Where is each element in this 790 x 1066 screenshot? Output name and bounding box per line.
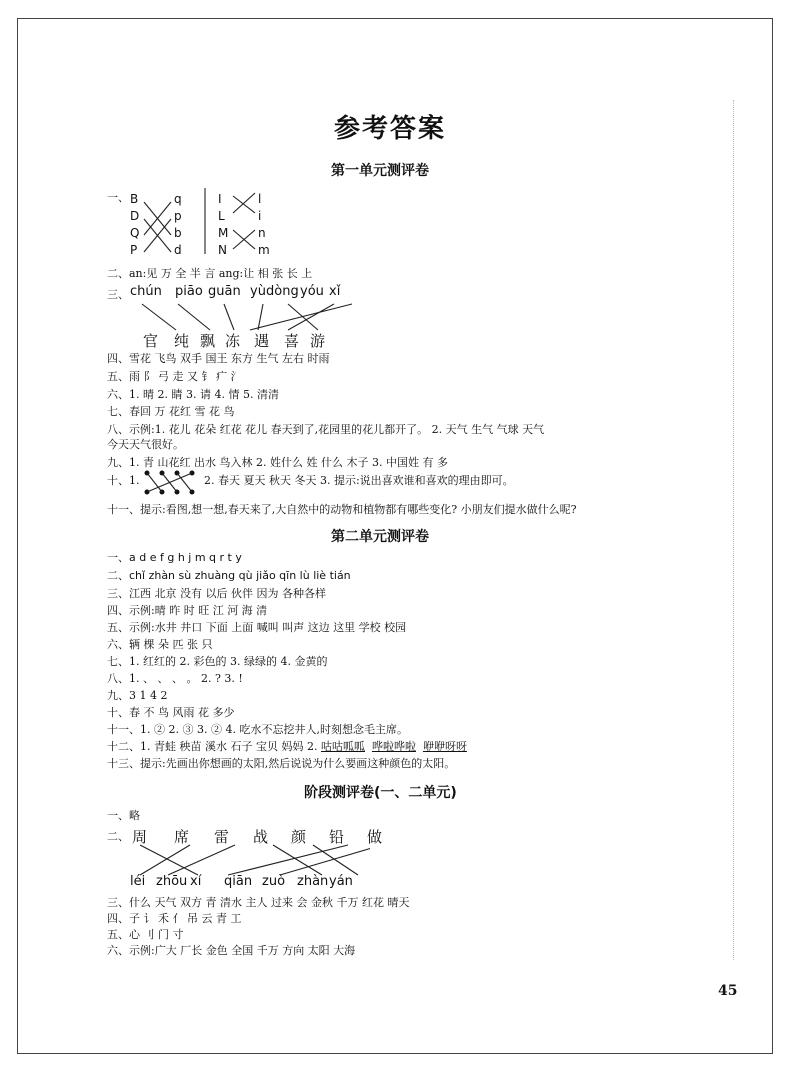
match-line	[288, 304, 334, 330]
pinyin-syllable: yù	[250, 284, 266, 299]
hanzi-char: 颜	[291, 828, 307, 846]
unit2-heading: 第二单元测评卷	[331, 529, 429, 545]
pinyin-syllable: xǐ	[329, 284, 341, 299]
pinyin-syllable: dòng	[266, 284, 299, 299]
unit2-q12-onomatopoeia: 哗啦哗啦	[371, 740, 416, 753]
pinyin-syllable: yóu	[300, 284, 324, 299]
match-line	[250, 304, 352, 330]
pinyin-syllable: xí	[190, 874, 202, 889]
match-line	[258, 304, 263, 330]
unit2-q5: 五、示例:水井 井口 下面 上面 喊叫 叫声 这边 这里 学校 校园	[107, 621, 407, 634]
match-line	[224, 304, 234, 330]
unit2-q2: 二、chǐ zhàn sù zhuàng qù jiǎo qīn lù liè tián	[107, 569, 351, 582]
match-line	[280, 845, 370, 875]
unit1-q6: 六、1. 晴 2. 睛 3. 请 4. 情 5. 清清	[107, 388, 279, 401]
unit1-q9: 九、1. 青 山花红 出水 鸟入林 2. 姓什么 姓 什么 木子 3. 中国姓 有 多	[107, 456, 448, 469]
hanzi-char: 飘	[200, 332, 216, 350]
match-letter: n	[258, 226, 266, 240]
unit1-q8b: 今天天气很好。	[107, 438, 184, 451]
pinyin-syllable: chún	[130, 284, 162, 299]
unit1-q10-label: 十、1.	[107, 474, 140, 487]
hanzi-char: 铅	[329, 828, 345, 846]
match-letter: b	[174, 226, 182, 240]
stage-heading: 阶段测评卷(一、二单元)	[304, 785, 457, 801]
unit2-q3: 三、江西 北京 没有 以后 伙伴 因为 各种各样	[107, 587, 326, 600]
unit1-q5: 五、雨 阝 弓 走 又 钅 疒 氵	[107, 370, 242, 383]
unit1-heading: 第一单元测评卷	[331, 163, 429, 179]
stage-q5: 五、心 刂 门 寸	[107, 928, 184, 941]
pinyin-syllable: léi	[130, 874, 146, 889]
match-letter: P	[130, 243, 138, 257]
unit1-q10-rest: 2. 春天 夏天 秋天 冬天 3. 提示:说出喜欢谁和喜欢的理由即可。	[204, 474, 514, 487]
stage-q3: 三、什么 天气 双方 青 清水 主人 过来 会 金秋 千万 红花 晴天	[107, 896, 410, 909]
unit2-q12-pre: 十二、1. 青蛙 秧苗 溪水 石子 宝贝 妈妈 2.	[107, 740, 318, 753]
match-line	[273, 845, 322, 875]
hanzi-char: 遇	[254, 332, 270, 350]
match-letter: m	[258, 243, 270, 257]
hanzi-char: 喜	[284, 332, 300, 350]
hanzi-char: 周	[132, 828, 148, 846]
hanzi-char: 冻	[225, 332, 241, 350]
unit1-q7: 七、春回 万 花红 雪 花 鸟	[107, 405, 235, 418]
unit2-q9: 九、3 1 4 2	[107, 689, 168, 702]
unit1-q11: 十一、提示:看图,想一想,春天来了,大自然中的动物和植物都有哪些变化? 小朋友们提水做什么呢?	[107, 503, 577, 516]
match-letter: i	[258, 209, 262, 223]
unit1-q2: 二、an:见 万 全 半 言 ang:让 相 张 长 上	[107, 267, 313, 280]
unit2-q1: 一、a d e f g h j m q r t y	[107, 551, 242, 564]
hanzi-char: 纯	[174, 332, 190, 350]
unit2-q10: 十、春 不 鸟 风雨 花 多少	[107, 706, 235, 719]
unit2-q7: 七、1. 红红的 2. 彩色的 3. 绿绿的 4. 金黄的	[107, 655, 328, 668]
match-letter: N	[218, 243, 227, 257]
hanzi-char: 游	[310, 332, 326, 350]
match-letter: l	[258, 192, 262, 206]
hanzi-char: 席	[174, 828, 190, 846]
unit2-q4: 四、示例:晴 昨 时 旺 江 河 海 清	[107, 604, 268, 617]
unit1-q1-lines	[100, 188, 280, 258]
match-line	[140, 845, 198, 875]
unit2-q11: 十一、1. ② 2. ③ 3. ② 4. 吃水不忘挖井人,时刻想念毛主席。	[107, 723, 408, 736]
pinyin-syllable: guān	[208, 284, 241, 299]
match-letter: I	[218, 192, 222, 206]
unit1-q3-label: 三、	[107, 288, 129, 301]
unit2-q12-onomatopoeia: 咿咿呀呀	[422, 740, 467, 753]
pinyin-syllable: zhàn	[297, 874, 329, 889]
match-letter: M	[218, 226, 229, 240]
stage-q4: 四、子 讠 禾 亻 吊 云 青 工	[107, 912, 242, 925]
page-number: 45	[718, 983, 738, 999]
unit2-q12	[107, 739, 467, 755]
match-line	[168, 845, 235, 875]
match-letter: B	[130, 192, 139, 206]
unit2-q12-onomatopoeia: 咕咕呱呱	[320, 740, 365, 753]
unit1-q8a: 八、示例:1. 花儿 花朵 红花 花儿 春天到了,花园里的花儿都开了。 2. 天气 生气 气球 天气	[107, 423, 545, 436]
match-letter: L	[218, 209, 225, 223]
unit1-q1-label: 一、	[107, 191, 129, 204]
match-line	[140, 845, 190, 875]
hanzi-char: 雷	[214, 828, 230, 846]
match-letter: d	[174, 243, 182, 257]
pinyin-syllable: zuò	[262, 874, 286, 889]
stage-q2-lines	[130, 843, 370, 877]
page-title: 参考答案	[334, 114, 447, 144]
pinyin-syllable: yán	[329, 874, 353, 889]
pinyin-syllable: qiān	[224, 874, 253, 889]
match-letter: q	[174, 192, 182, 206]
pinyin-syllable: zhōu	[156, 874, 188, 889]
stage-q1: 一、略	[107, 809, 140, 822]
match-line	[142, 304, 176, 330]
hanzi-char: 战	[253, 828, 269, 846]
unit1-q10-dots	[142, 468, 202, 498]
hanzi-char: 做	[367, 828, 383, 846]
unit2-q8: 八、1. 、 、 、 。 2. ? 3. !	[107, 672, 243, 685]
stage-q2-label: 二、	[107, 830, 129, 843]
fold-line	[733, 100, 734, 960]
match-letter: p	[174, 209, 182, 223]
match-letter: D	[130, 209, 140, 223]
match-letter: Q	[130, 226, 140, 240]
unit2-q6: 六、辆 棵 朵 匹 张 只	[107, 638, 213, 651]
pinyin-syllable: piāo	[175, 284, 203, 299]
match-line	[313, 845, 358, 875]
unit1-q3-lines	[120, 302, 360, 332]
match-line	[147, 473, 192, 492]
match-line	[178, 304, 210, 330]
stage-q6: 六、示例:广大 厂长 金色 全国 千万 方向 太阳 大海	[107, 944, 356, 957]
unit1-q4: 四、雪花 飞鸟 双手 国王 东方 生气 左右 时雨	[107, 352, 330, 365]
unit2-q13: 十三、提示:先画出你想画的太阳,然后说说为什么要画这种颜色的太阳。	[107, 757, 456, 770]
hanzi-char: 官	[143, 332, 159, 350]
